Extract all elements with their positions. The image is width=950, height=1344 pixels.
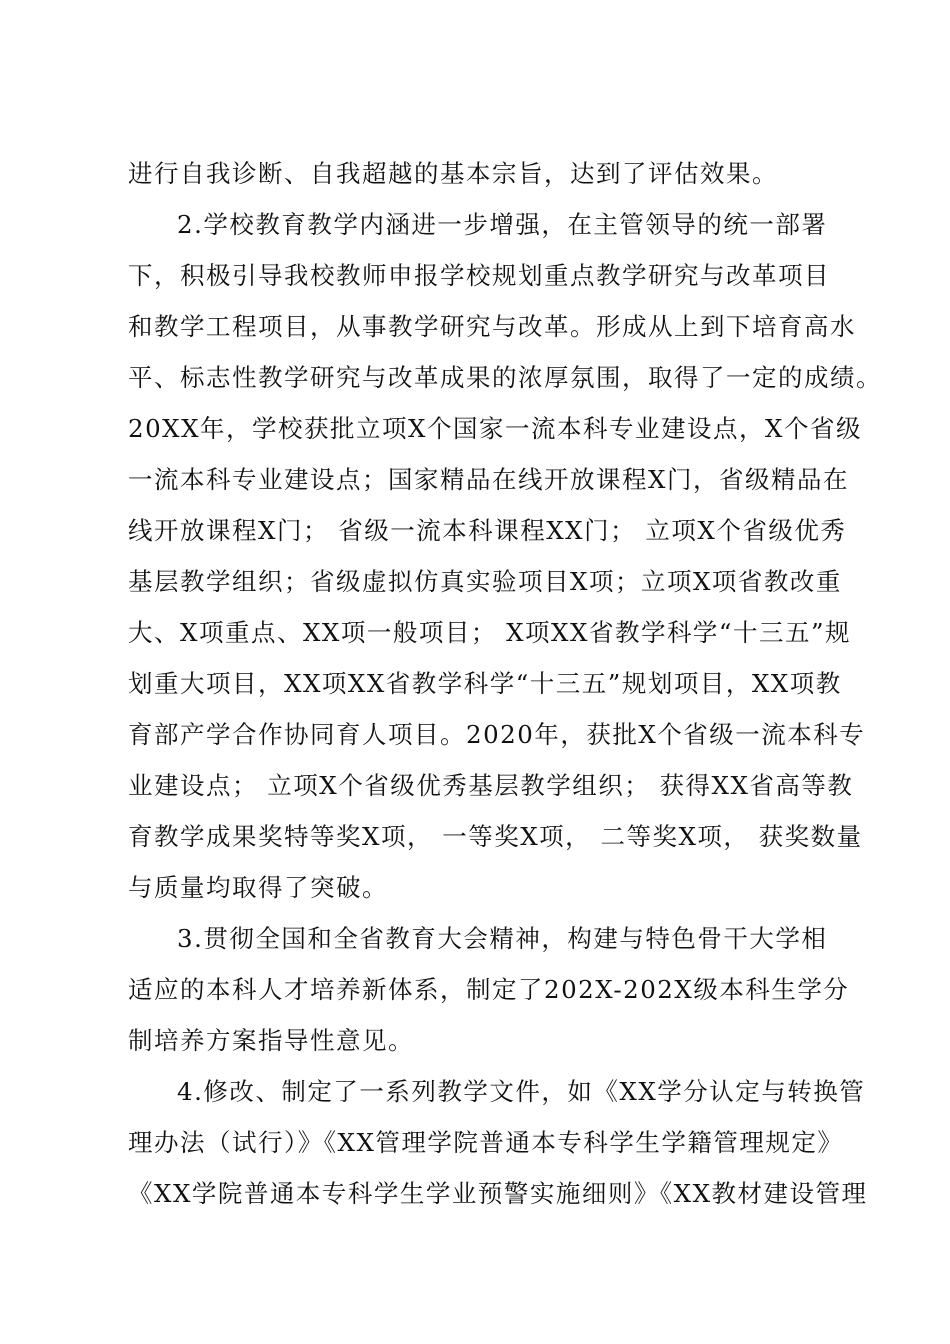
text-line-10: 大、X项重点、XX项一般项目； X项XX省教学科学“十三五”规 [128,618,851,647]
text-line-17: 适应的本科人才培养新体系，制定了202X-202X级本科生学分 [128,975,850,1004]
document-body [128,148,882,1219]
text-line-21: 《XX学院普通本专科学生学业预警实施细则》《XX教材建设管理 [128,1179,868,1208]
text-line-3: 下，积极引导我校教师申报学校规划重点教学研究与改革项目 [128,261,830,290]
paragraph-2-line-1: 2.学校教育教学内涵进一步增强，在主管领导的统一部署 [177,210,828,239]
text-line-9: 基层教学组织；省级虚拟仿真实验项目X项；立项X项省教改重 [128,567,842,596]
text-line-8: 线开放课程X门； 省级一流本科课程XX门； 立项X个省级优秀 [128,516,847,545]
paragraph-4-line-1: 4.修改、制定了一系列教学文件，如《XX学分认定与转换管 [177,1077,866,1106]
paragraph-3-line-1: 3.贯彻全国和全省教育大会精神，构建与特色骨干大学相 [177,924,828,953]
text-line-7: 一流本科专业建设点；国家精品在线开放课程X门，省级精品在 [128,465,849,494]
text-line-13: 业建设点； 立项X个省级优秀基层教学组织； 获得XX省高等教 [128,771,854,800]
text-line-6: 20XX年，学校获批立项X个国家一流本科专业建设点，X个省级 [128,414,862,443]
text-line-20: 理办法（试行）》《XX管理学院普通本专科学生学籍管理规定》 [128,1128,844,1157]
text-line-11: 划重大项目，XX项XX省教学科学“十三五”规划项目，XX项教 [128,669,842,698]
text-line-15: 与质量均取得了突破。 [128,873,388,902]
text-line-1: 进行自我诊断、自我超越的基本宗旨，达到了评估效果。 [128,159,778,188]
text-line-12: 育部产学合作协同育人项目。2020年，获批X个省级一流本科专 [128,720,866,749]
text-line-4: 和教学工程项目，从事教学研究与改革。形成从上到下培育高水 [128,312,856,341]
text-line-5: 平、标志性教学研究与改革成果的浓厚氛围，取得了一定的成绩。 [128,363,882,392]
text-line-14: 育教学成果奖特等奖X项， 一等奖X项， 二等奖X项， 获奖数量 [128,822,863,851]
text-line-18: 制培养方案指导性意见。 [128,1026,414,1055]
